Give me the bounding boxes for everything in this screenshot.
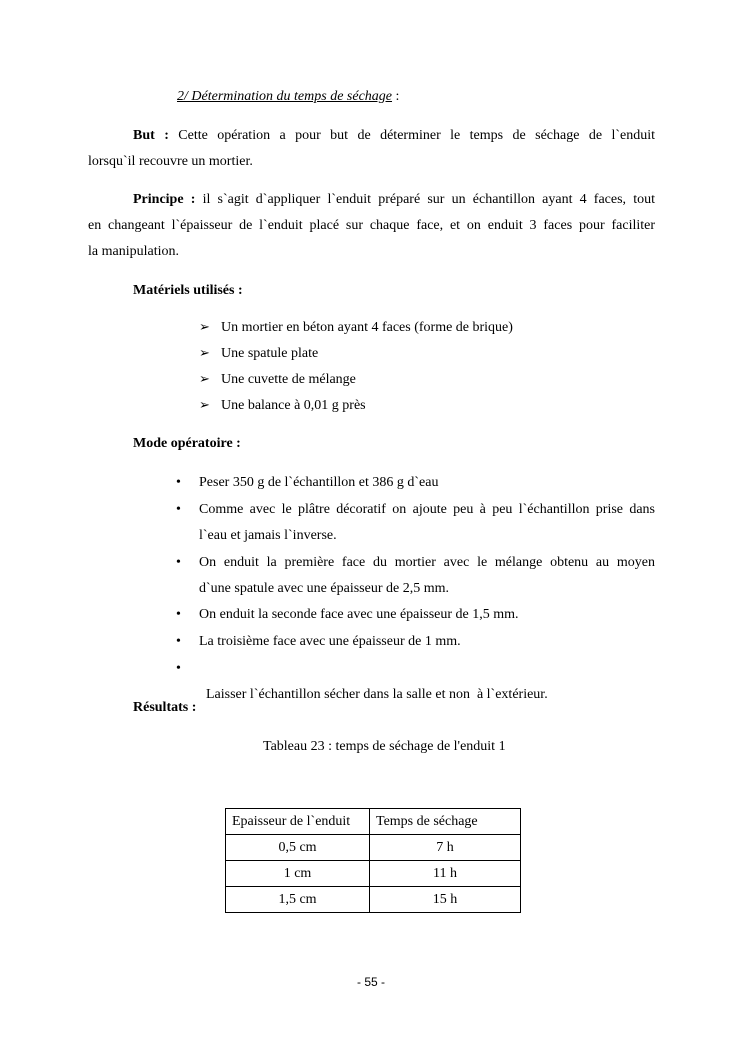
section-title-suffix: :: [392, 89, 400, 104]
section-title-text: 2/ Détermination du temps de séchage: [177, 89, 393, 104]
mode-item-line: l`eau et jamais l`inverse.: [199, 528, 337, 543]
materiels-heading-text: Matériels utilisés :: [133, 283, 243, 298]
mode-list-item: [199, 629, 655, 655]
mode-item-line: On enduit la première face du mortier avec le mélange obtenu au moyen: [199, 555, 655, 570]
table-header-cell: Epaisseur de l`enduit: [226, 809, 370, 835]
page-number: - 55 -: [357, 975, 386, 989]
table-cell: 15 h: [370, 887, 521, 913]
materiels-list-item: [199, 372, 356, 388]
table-cell: 0,5 cm: [226, 835, 370, 861]
bullet-dot-icon: •: [176, 555, 181, 570]
principe-line-1: [88, 187, 655, 213]
bullet-dot-icon: •: [176, 661, 181, 676]
mode-item-line: Peser 350 g de l`échantillon et 386 g d`eau: [199, 475, 439, 490]
arrow-bullet-icon: ➢: [199, 346, 210, 361]
arrow-bullet-icon: ➢: [199, 372, 210, 387]
table-header-row: [226, 809, 521, 835]
table-row: [226, 835, 521, 861]
materiels-item-text: Une cuvette de mélange: [221, 372, 356, 387]
mode-heading: [133, 436, 241, 452]
principe-text-1: il s`agit d`appliquer l`enduit préparé sur un échantillon ayant 4 faces, tout: [202, 192, 655, 207]
but-paragraph: [88, 123, 655, 175]
mode-list-item: [199, 497, 655, 549]
mode-list-item: [199, 656, 655, 708]
table-row: [226, 887, 521, 913]
materiels-item-text: Une balance à 0,01 g près: [221, 398, 366, 413]
mode-item-line: On enduit la seconde face avec une épaisseur de 1,5 mm.: [199, 607, 519, 622]
materiels-list-item: [199, 346, 318, 362]
table-cell: 1 cm: [226, 861, 370, 887]
mode-list-item: [199, 550, 655, 602]
principe-label: Principe :: [133, 192, 196, 207]
bullet-dot-icon: •: [176, 634, 181, 649]
table-cell: 11 h: [370, 861, 521, 887]
bullet-dot-icon: •: [176, 502, 181, 517]
but-label: But :: [133, 128, 169, 143]
mode-item-line: La troisième face avec une épaisseur de 1 mm.: [199, 634, 461, 649]
mode-heading-text: Mode opératoire :: [133, 436, 241, 451]
mode-list-item: [199, 602, 655, 628]
principe-line-3: la manipulation.: [88, 244, 179, 259]
drying-time-table: [225, 808, 521, 913]
resultats-heading: [133, 700, 196, 716]
materiels-item-text: Un mortier en béton ayant 4 faces (forme de brique): [221, 320, 513, 335]
table-row: [226, 861, 521, 887]
principe-line-2: en changeant l`épaisseur de l`enduit placé sur chaque face, et on enduit 3 faces pour faciliter: [88, 218, 655, 233]
section-title: [177, 89, 399, 105]
mode-list-item: [199, 470, 655, 496]
materiels-heading: [133, 283, 243, 299]
table-cell: 1,5 cm: [226, 887, 370, 913]
table-cell: 7 h: [370, 835, 521, 861]
bullet-dot-icon: •: [176, 475, 181, 490]
principe-paragraph: [88, 187, 655, 265]
but-line-2: lorsqu`il recouvre un mortier.: [88, 154, 253, 169]
table-header-cell: Temps de séchage: [370, 809, 521, 835]
materiels-item-text: Une spatule plate: [221, 346, 319, 361]
table-caption: Tableau 23 : temps de séchage de l'enduit 1: [263, 739, 506, 754]
materiels-list-item: [199, 320, 513, 336]
but-line-1: [88, 123, 655, 149]
mode-item-line: Laisser l`échantillon sécher dans la salle et non à l`extérieur.: [206, 687, 548, 702]
but-text-1: Cette opération a pour but de déterminer le temps de séchage de l`enduit: [178, 128, 655, 143]
arrow-bullet-icon: ➢: [199, 320, 210, 335]
materiels-list-item: [199, 398, 366, 414]
mode-item-line: Comme avec le plâtre décoratif on ajoute peu à peu l`échantillon prise dans: [199, 502, 655, 517]
resultats-heading-text: Résultats :: [133, 700, 197, 715]
mode-item-line: d`une spatule avec une épaisseur de 2,5 mm.: [199, 581, 449, 596]
arrow-bullet-icon: ➢: [199, 398, 210, 413]
bullet-dot-icon: •: [176, 607, 181, 622]
